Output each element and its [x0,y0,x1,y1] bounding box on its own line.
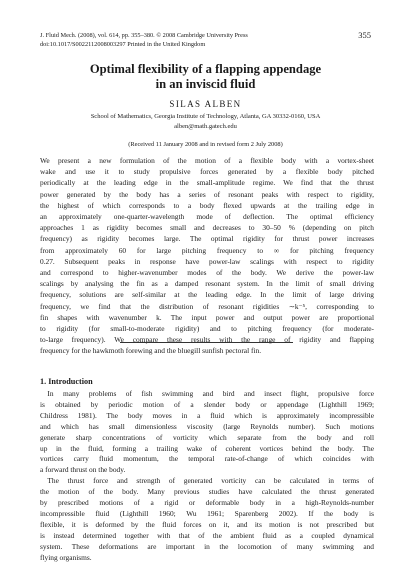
body-line: and which has small dimensionless viscosity (large Reynolds number). Such motions [40,421,374,431]
body-line: Childress 1981). The body moves in a fluid which is approximately incompressible [40,410,374,420]
page-number: 355 [358,30,371,40]
abstract-line: frequency, we find that the distribution of resonant rigidities ∼k⁻⁵, corresponding to [40,301,374,311]
abstract-line: approaches 1 as rigidity becomes small and decreases to 30–50 % (depending on pitch [40,223,374,233]
body-line: system. These deformations are important in the locomotion of many swimming and [40,541,374,551]
abstract-line: power generated by the body has a series of resonant peaks with respect to rigidity, [40,189,374,199]
abstract-line: fin shapes with wavenumber k. The input power and output power are proportional [40,312,374,322]
abstract-line: frequency, solutions are self-similar at the leading edge. In the limit of large driving [40,290,374,300]
body-line: The thrust force and strength of generated vorticity can be calculated in terms of [40,476,374,486]
article-title [0,62,411,92]
abstract-line: frequency) as rigidity becomes large. The optimal rigidity for thrust power increases [40,234,374,244]
journal-info [40,31,248,49]
author-name: SILAS ALBEN [169,99,242,109]
abstract-line: wake and use it to study propulsive forces generated by a flexible body pitched [40,167,374,177]
abstract-line: and correspond to higher-wavenumber modes of the body. We derive the power-law [40,268,374,278]
body-line: In many problems of fish swimming and bird and insect flight, propulsive force [40,389,374,398]
body-line: generate sharp concentrations of vorticity which separate from the body and roll [40,432,374,442]
body-line: incompressible fluid (Lighthill 1960; Wu 1961; Sparenberg 2002). If the body is [40,508,374,518]
abstract [40,155,374,357]
abstract-line: scalings by analysing the fin as a damped resonant system. In the limit of small driving [40,279,374,289]
section-divider [120,342,293,343]
abstract-line: to rigidity (for small-to-moderate rigidity) and to pitching frequency (for moderate- [40,324,374,334]
abstract-line: from approximately 60 for large pitching frequency to ∞ for pitching frequency [40,245,374,255]
body-line: flying organisms. [40,552,92,562]
abstract-line: periodically at the leading edge in the small-amplitude regime. We find that the thrust [40,178,374,188]
journal-citation: J. Fluid Mech. (2008), vol. 614, pp. 355–380. © 2008 Cambridge University Press [40,32,248,39]
body-line: is instead determined together with that of the ambient fluid as a coupled dynamical [40,530,374,540]
body-line: flexible, it is deformed by the fluid forces on it, and its motion is not prescribed but [40,519,374,529]
doi-line: doi:10.1017/S0022112008003297 Printed in the United Kingdom [40,41,206,48]
body-line: the motion of the body. Many previous studies have calculated the thrust generated [40,487,374,497]
abstract-line: an approximately one-quarter-wavelength mode of deflection. The optimal efficiency [40,212,374,222]
abstract-line: the highest of which corresponds to a body flexed upwards at the trailing edge in [40,200,374,210]
author-email[interactable]: alben@math.gatech.edu [174,122,237,130]
author-affiliation [0,112,411,131]
section-body [40,389,374,564]
body-line: by prescribed motions of a rigid or deformable body in a high-Reynolds-number [40,498,374,508]
body-line: is obtained by periodic motion of a slender body or appendage (Lighthill 1969; [40,399,374,409]
abstract-line: 0.27. Subsequent peaks in response have power-law scalings with respect to rigidity [40,256,374,266]
title-line-1: Optimal flexibility of a flapping appendage [89,62,322,76]
affiliation-line: School of Mathematics, Georgia Institute of Technology, Atlanta, GA 30332-0160, USA [90,113,321,120]
title-line-2: in an inviscid fluid [155,77,256,91]
body-line: up in the fluid, forming a trailing wake of coherent vortices behind the body. The [40,443,374,453]
received-dates: (Received 11 January 2008 and in revised form 2 July 2008) [128,141,283,148]
abstract-line: to-large frequency). We compare these results with the range of rigidity and flapping [40,335,374,345]
body-line: vortices carry fluid momentum, the temporal rate-of-change of which coincides with [40,454,374,464]
abstract-line: We present a new formulation of the motion of a flexible body with a vortex-sheet [40,156,374,165]
body-line: a forward thrust on the body. [40,465,126,475]
section-heading: 1. Introduction [40,377,93,386]
abstract-line: frequency for the hawkmoth forewing and the bluegill sunfish pectoral fin. [40,346,262,356]
